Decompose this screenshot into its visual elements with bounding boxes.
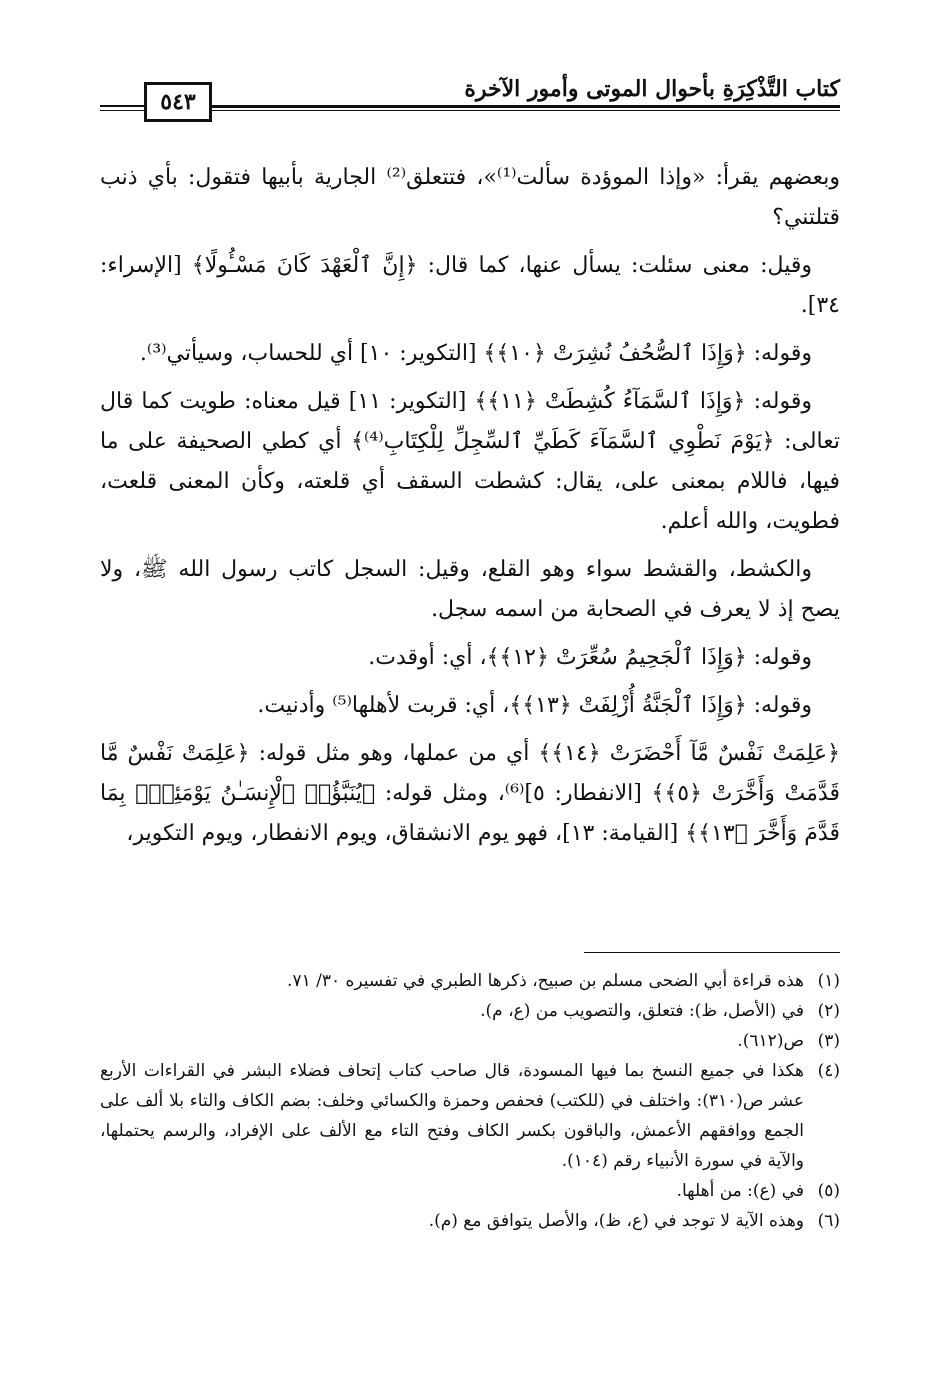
footnote [100, 996, 840, 1026]
main-text [100, 158, 840, 862]
page-number: ٥٤٣ [144, 82, 212, 122]
footnote [100, 1056, 840, 1176]
paragraph: وقوله: ﴿وَإِذَا ٱلْجَنَّةُ أُزْلِفَتْ ﴿١٣﴾﴾، أي: قربت لأهلها⁽⁵⁾ وأدنيت. [257, 693, 812, 718]
footnote-text: هكذا في جميع النسخ بما فيها المسودة، قال صاحب كتاب إتحاف فضلاء البشر في القراءات الأربع عشر ص(٣١٠): واختلف في (للكتب) فحفص وحمزة والكسائي وخلف: بضم الكاف والتاء بلا ألف على الجمع ووافقهم الأعمش، والباقون بكسر الكاف وفتح التاء مع الألف على الإفراد، والرسم يحتملها، والآية في سورة الأنبياء رقم (١٠٤). [100, 1061, 804, 1171]
footnote [100, 1206, 840, 1236]
footnote-separator [584, 952, 840, 953]
paragraph: وقوله: ﴿وَإِذَا ٱلسَّمَآءُ كُشِطَتْ ﴿١١﴾﴾ [التكوير: ١١] قيل معناه: طويت كما قال تعالى: ﴿يَوْمَ نَطْوِي ٱلسَّمَآءَ كَطَيِّ ٱلسِّجِلِّ لِلْكِتَابِ⁽⁴⁾﴾ أي كطي الصحيفة على ما فيها، فاللام بمعنى على، يقال: كشطت السقف أي قلعته، وكأن المعنى قلعت، فطويت، والله أعلم. [100, 389, 840, 534]
page-number-rule-left [100, 105, 146, 107]
footnote [100, 966, 840, 996]
footnote-number: (١) [817, 971, 840, 991]
paragraph: وقوله: ﴿وَإِذَا ٱلْجَحِيمُ سُعِّرَتْ ﴿١٢﴾﴾، أي: أوقدت. [368, 645, 812, 670]
footnote-number: (٥) [817, 1181, 840, 1201]
paragraph: والكشط، والقشط سواء وهو القلع، وقيل: السجل كاتب رسول الله ﷺ، ولا يصح إذ لا يعرف في الصحابة من اسمه سجل. [100, 557, 840, 622]
footnote-text: في (ع): من أهلها. [676, 1181, 804, 1201]
header-rule-thin [212, 110, 840, 111]
page-number-rule-left-thin [100, 110, 146, 111]
footnote-number: (٢) [817, 1001, 840, 1021]
footnote-text: وهذه الآية لا توجد في (ع، ظ)، والأصل يتوافق مع (م). [428, 1211, 804, 1231]
footnote-text: هذه قراءة أبي الضحى مسلم بن صبيح، ذكرها الطبري في تفسيره ٣٠/ ٧١. [287, 971, 804, 991]
paragraph: وبعضهم يقرأ: «وإذا الموؤدة سألت⁽¹⁾»، فتتعلق⁽²⁾ الجارية بأبيها فتقول: بأي ذنب قتلتني؟ [100, 165, 840, 230]
footnote [100, 1026, 840, 1056]
footnote-number: (٦) [817, 1211, 840, 1231]
footnotes [100, 966, 840, 1236]
running-header [100, 60, 840, 126]
paragraph: وقيل: معنى سئلت: يسأل عنها، كما قال: ﴿إِنَّ ٱلْعَهْدَ كَانَ مَسْـُٔولًا﴾ [الإسراء: ٣٤]. [100, 253, 840, 318]
footnote-number: (٤) [817, 1061, 840, 1081]
paragraph: ﴿عَلِمَتْ نَفْسٌ مَّآ أَحْضَرَتْ ﴿١٤﴾﴾ أي من عملها، وهو مثل قوله: ﴿عَلِمَتْ نَفْسٌ مَّا قَدَّمَتْ وَأَخَّرَتْ ﴿٥﴾﴾ [الانفطار: ٥]⁽⁶⁾، ومثل قوله: ﴿يُنَبَّؤُا۟ ٱلْإِنسَـٰنُ يَوْمَئِذٍۭ بِمَا قَدَّمَ وَأَخَّرَ ﴿١٣﴾﴾ [القيامة: ١٣]، فهو يوم الانشقاق، ويوم الانفطار، ويوم التكوير، [100, 741, 840, 846]
footnote [100, 1176, 840, 1206]
book-title: كتاب التَّذْكِرَةِ بأحوال الموتى وأمور الآخرة [464, 76, 840, 102]
footnote-text: ص(٦١٢). [737, 1031, 804, 1051]
footnote-text: في (الأصل، ظ): فتعلق، والتصويب من (ع، م). [480, 1001, 804, 1021]
header-rule [212, 105, 840, 108]
paragraph: وقوله: ﴿وَإِذَا ٱلصُّحُفُ نُشِرَتْ ﴿١٠﴾﴾ [التكوير: ١٠] أي للحساب، وسيأتي⁽³⁾. [139, 341, 812, 366]
footnote-number: (٣) [817, 1031, 840, 1051]
